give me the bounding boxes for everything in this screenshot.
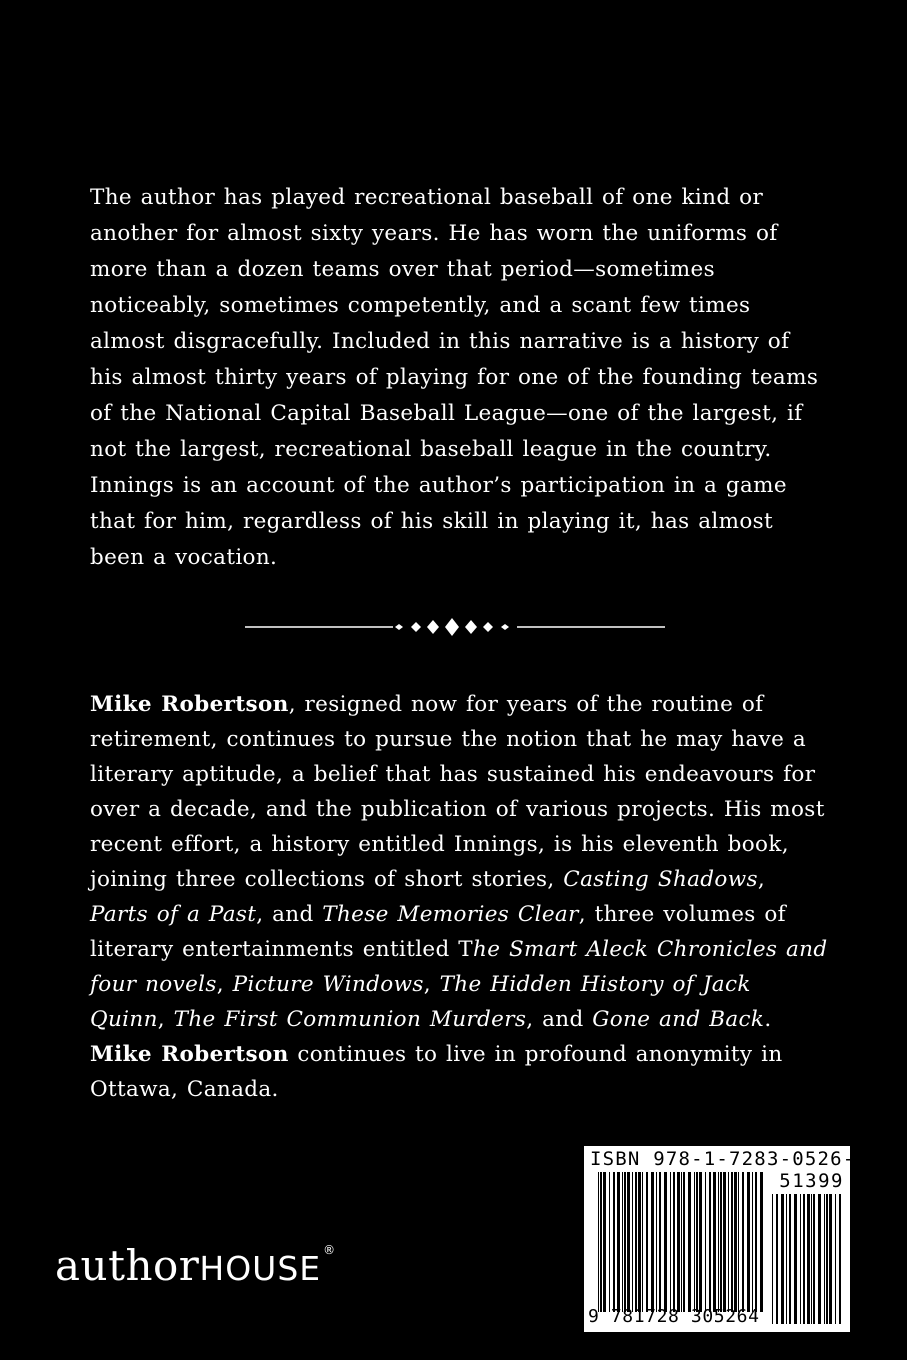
barcode-bar <box>752 1172 753 1312</box>
barcode-bar <box>622 1172 623 1312</box>
barcode-bar <box>603 1172 606 1312</box>
author-bio <box>90 687 830 1107</box>
barcode-bar <box>624 1172 626 1312</box>
publisher-logo <box>55 1220 336 1299</box>
book-title: Picture Windows <box>232 972 424 997</box>
barcode-bar <box>694 1172 695 1312</box>
logo-house-text: HOUSE <box>199 1249 322 1288</box>
barcode-bar <box>734 1172 737 1312</box>
ean-digits: 9 781728 305264 <box>588 1306 760 1327</box>
barcode-bar <box>720 1172 722 1312</box>
book-title: he Smart Aleck Chronicles and four novels <box>90 937 828 997</box>
author-name: Mike Robertson <box>90 1042 289 1067</box>
barcode-bar <box>811 1194 812 1324</box>
logo-author-text: author <box>55 1241 200 1290</box>
barcode-bar <box>656 1172 657 1312</box>
barcode-bar <box>738 1172 739 1312</box>
author-name: Mike Robertson <box>90 692 289 717</box>
barcode-bar <box>681 1172 682 1312</box>
barcode-bar <box>824 1194 825 1324</box>
barcode-bar <box>638 1172 641 1312</box>
barcode-bar <box>786 1194 787 1324</box>
price-code: 51399 <box>779 1170 844 1192</box>
barcode-bar <box>613 1172 615 1312</box>
barcode-bar <box>789 1194 791 1324</box>
book-title: The First Communion Murders <box>173 1007 527 1032</box>
barcode-bar <box>829 1194 832 1324</box>
book-title: Gone and Back <box>592 1007 765 1032</box>
book-title: These Memories Clear <box>322 902 579 927</box>
barcode-bar <box>781 1194 784 1324</box>
barcode-bar <box>728 1172 729 1312</box>
barcode-bar <box>772 1194 773 1324</box>
blurb-paragraph: The author has played recreational baseball of one kind or another for almost sixty years. He has worn the uniforms of more than a dozen teams over that period—sometimes noticeably, sometimes competently, and a scant few times almost disgracefully. Included in this narrative is a history of his almost thirty years of playing for one of the founding teams of the National Capital Baseball League—one of the largest, if not the largest, recreational baseball league in the country. Innings is an account of the author’s participation in a game that for him, regardless of his skill in playing it, has almost been a vocation. <box>90 185 819 570</box>
bio-paragraph: Mike Robertson, resigned now for years of the routine of retirement, continues to pursue the notion that he may have a literary aptitude, a belief that has sustained his endeavours for over a decade, and the publication of various projects. His most recent effort, a history entitled Innings, is his eleventh book, joining three collections of short stories, Casting Shadows, Parts of a Past, and These Memories Clear, three volumes of literary entertainments entitled The Smart Aleck Chronicles and four novels, Picture Windows, The Hidden History of Jack Quinn, The First Communion Murders, and Gone and Back. Mike Robertson continues to live in profound anonymity in Ottawa, Canada. <box>90 692 828 1102</box>
barcode-bar <box>794 1194 797 1324</box>
barcode-bar <box>718 1172 719 1312</box>
barcode-bar <box>688 1172 691 1312</box>
barcode-bar <box>705 1172 706 1312</box>
barcode-bar <box>600 1172 602 1312</box>
book-title: The Hidden History of Jack Quinn <box>90 972 751 1032</box>
barcode-bar <box>731 1172 733 1312</box>
barcode-bar <box>760 1172 763 1312</box>
barcode-bar <box>646 1172 648 1312</box>
barcode-bar <box>807 1194 810 1324</box>
barcode-bar <box>776 1194 778 1324</box>
barcode-bar <box>642 1172 643 1312</box>
isbn-barcode <box>584 1146 869 1332</box>
barcode-bar <box>818 1194 821 1324</box>
barcode-bar <box>683 1172 685 1312</box>
barcode-bar <box>696 1172 698 1312</box>
barcode-bar <box>755 1172 757 1312</box>
isbn-label: ISBN 978-1-7283-0526-4 <box>590 1148 869 1170</box>
barcode-bar <box>803 1194 805 1324</box>
barcode-bar <box>813 1194 815 1324</box>
barcode-bar <box>673 1172 675 1312</box>
barcode-bar <box>742 1172 744 1312</box>
barcode-bar <box>723 1172 726 1312</box>
barcode-bar <box>609 1172 610 1312</box>
barcode-bar <box>839 1194 841 1324</box>
barcode-bar <box>826 1194 828 1324</box>
barcode-bar <box>659 1172 661 1312</box>
barcode-bar <box>709 1172 711 1312</box>
barcode-bar <box>670 1172 671 1312</box>
barcode-bar <box>598 1172 599 1312</box>
barcode-bar <box>651 1172 654 1312</box>
barcode-bar <box>617 1172 620 1312</box>
barcode-bar <box>632 1172 633 1312</box>
registered-mark: ® <box>323 1243 336 1257</box>
barcode-bar <box>627 1172 630 1312</box>
book-title: Casting Shadows <box>563 867 758 892</box>
barcode-bar <box>800 1194 801 1324</box>
back-cover-blurb <box>90 180 830 576</box>
book-title: Parts of a Past <box>90 902 257 927</box>
barcode-bar <box>747 1172 750 1312</box>
barcode-bar <box>664 1172 667 1312</box>
barcode-bar <box>835 1194 836 1324</box>
ornamental-divider <box>245 614 665 640</box>
barcode-bar <box>635 1172 637 1312</box>
barcode-bar <box>713 1172 716 1312</box>
barcode-bar <box>699 1172 702 1312</box>
barcode-bar <box>677 1172 680 1312</box>
